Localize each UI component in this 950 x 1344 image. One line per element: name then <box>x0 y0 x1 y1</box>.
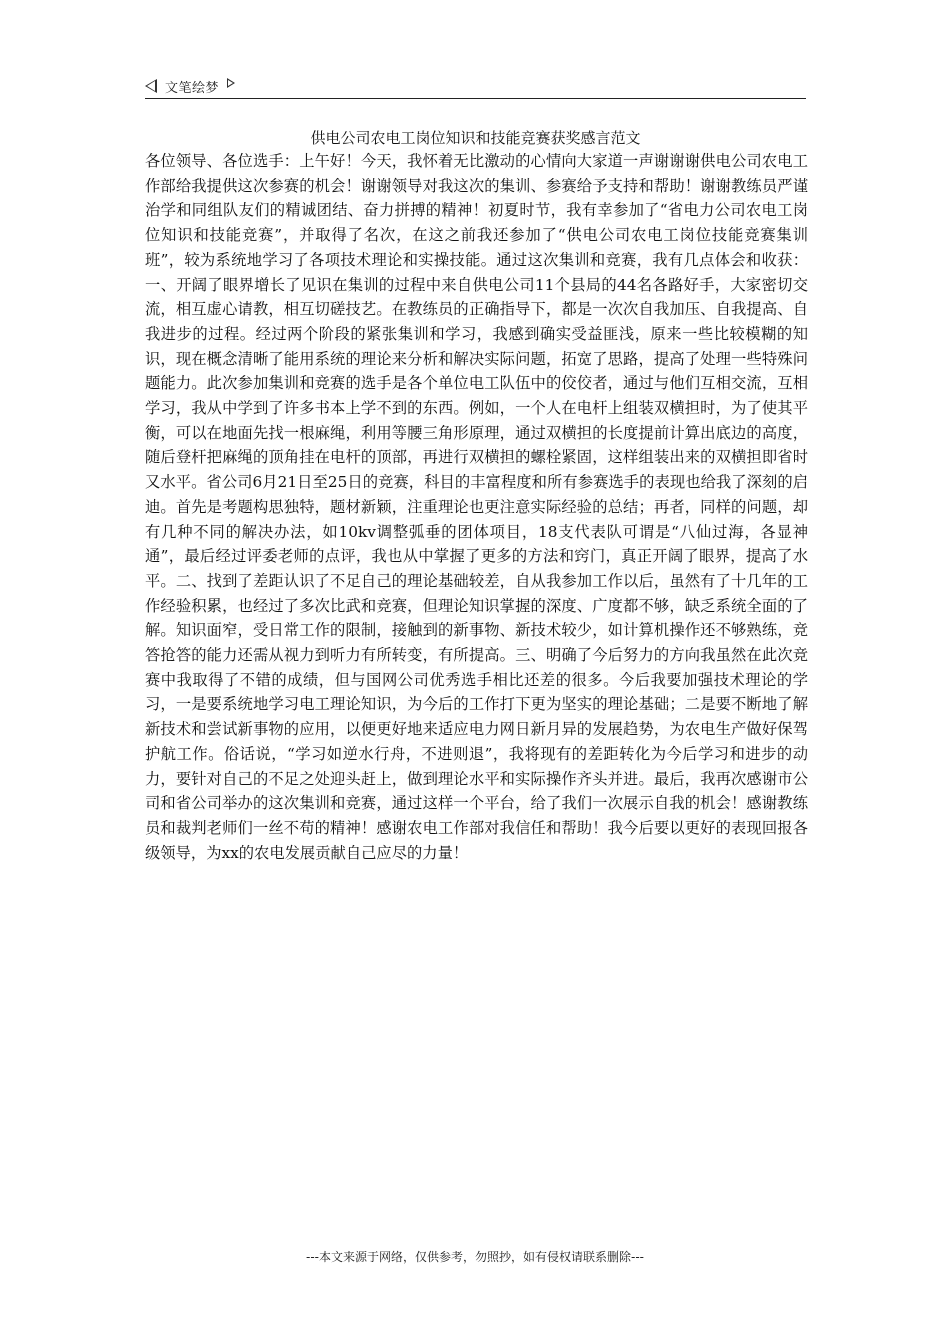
footer-notice: ---本文来源于网络，仅供参考，勿照抄，如有侵权请联系删除--- <box>306 1250 644 1264</box>
page-header <box>145 74 806 99</box>
triangle-left-icon <box>145 79 157 93</box>
document-title: 供电公司农电工岗位知识和技能竞赛获奖感言范文 <box>310 129 641 147</box>
document-body: 各位领导、各位选手：上午好！今天，我怀着无比激动的心情向大家道一声谢谢谢供电公司农电工作部给我提供这次参赛的机会！谢谢领导对我这次的集训、参赛给予支持和帮助！谢谢教练员严谨治学和同组队友们的精诚团结、奋力拼搏的精神！初夏时节，我有幸参加了“省电力公司农电工岗位知识和技能竞赛”，并取得了名次，在这之前我还参加了“供电公司农电工岗位技能竞赛集训班”，较为系统地学习了各项技术理论和实操技能。通过这次集训和竞赛，我有几点体会和收获：一、开阔了眼界增长了见识在集训的过程中来自供电公司11个县局的44名各路好手，大家密切交流，相互虚心请教，相互切磋技艺。在教练员的正确指导下，都是一次次自我加压、自我提高、自我进步的过程。经过两个阶段的紧张集训和学习，我感到确实受益匪浅，原来一些比较模糊的知识，现在概念清晰了能用系统的理论来分析和解决实际问题，拓宽了思路，提高了处理一些特殊问题能力。此次参加集训和竞赛的选手是各个单位电工队伍中的佼佼者，通过与他们互相交流，互相学习，我从中学到了许多书本上学不到的东西。例如，一个人在电杆上组装双横担时，为了使其平衡，可以在地面先找一根麻绳，利用等腰三角形原理，通过双横担的长度提前计算出底边的高度，随后登杆把麻绳的顶角挂在电杆的顶部，再进行双横担的螺栓紧固，这样组装出来的双横担即省时又水平。省公司6月21日至25日的竞赛，科目的丰富程度和所有参赛选手的表现也给我了深刻的启迪。首先是考题构思独特，题材新颖，注重理论也更注意实际经验的总结；再者，同样的问题，却有几种不同的解决办法，如10kv调整弧垂的团体项目，18支代表队可谓是“八仙过海，各显神通”，最后经过评委老师的点评，我也从中掌握了更多的方法和窍门，真正开阔了眼界，提高了水平。二、找到了差距认识了不足自己的理论基础较差，自从我参加工作以后，虽然有了十几年的工作经验积累，也经过了多次比武和竞赛，但理论知识掌握的深度、广度都不够，缺乏系统全面的了解。知识面窄，受日常工作的限制，接触到的新事物、新技术较少，如计算机操作还不够熟练，竞答抢答的能力还需从视力到听力有所转变，有所提高。三、明确了今后努力的方向我虽然在此次竞赛中我取得了不错的成绩，但与国网公司优秀选手相比还差的很多。今后我要加强技术理论的学习，一是要系统地学习电工理论知识，为今后的工作打下更为坚实的理论基础；二是要不断地了解新技术和尝试新事物的应用，以便更好地来适应电力网日新月异的发展趋势，为农电生产做好保驾护航工作。俗话说，“学习如逆水行舟，不进则退”，我将现有的差距转化为今后学习和进步的动力，要针对自己的不足之处迎头赶上，做到理论水平和实际操作齐头并进。最后，我再次感谢市公司和省公司举办的这次集训和竞赛，通过这样一个平台，给了我们一次展示自我的机会！感谢教练员和裁判老师们一丝不苟的精神！感谢农电工作部对我信任和帮助！我今后要以更好的表现回报各级领导，为xx的农电发展贡献自己应尽的力量！ <box>145 152 808 862</box>
header-brand: 文笔绘梦 <box>165 80 220 96</box>
triangle-right-icon <box>227 78 235 88</box>
